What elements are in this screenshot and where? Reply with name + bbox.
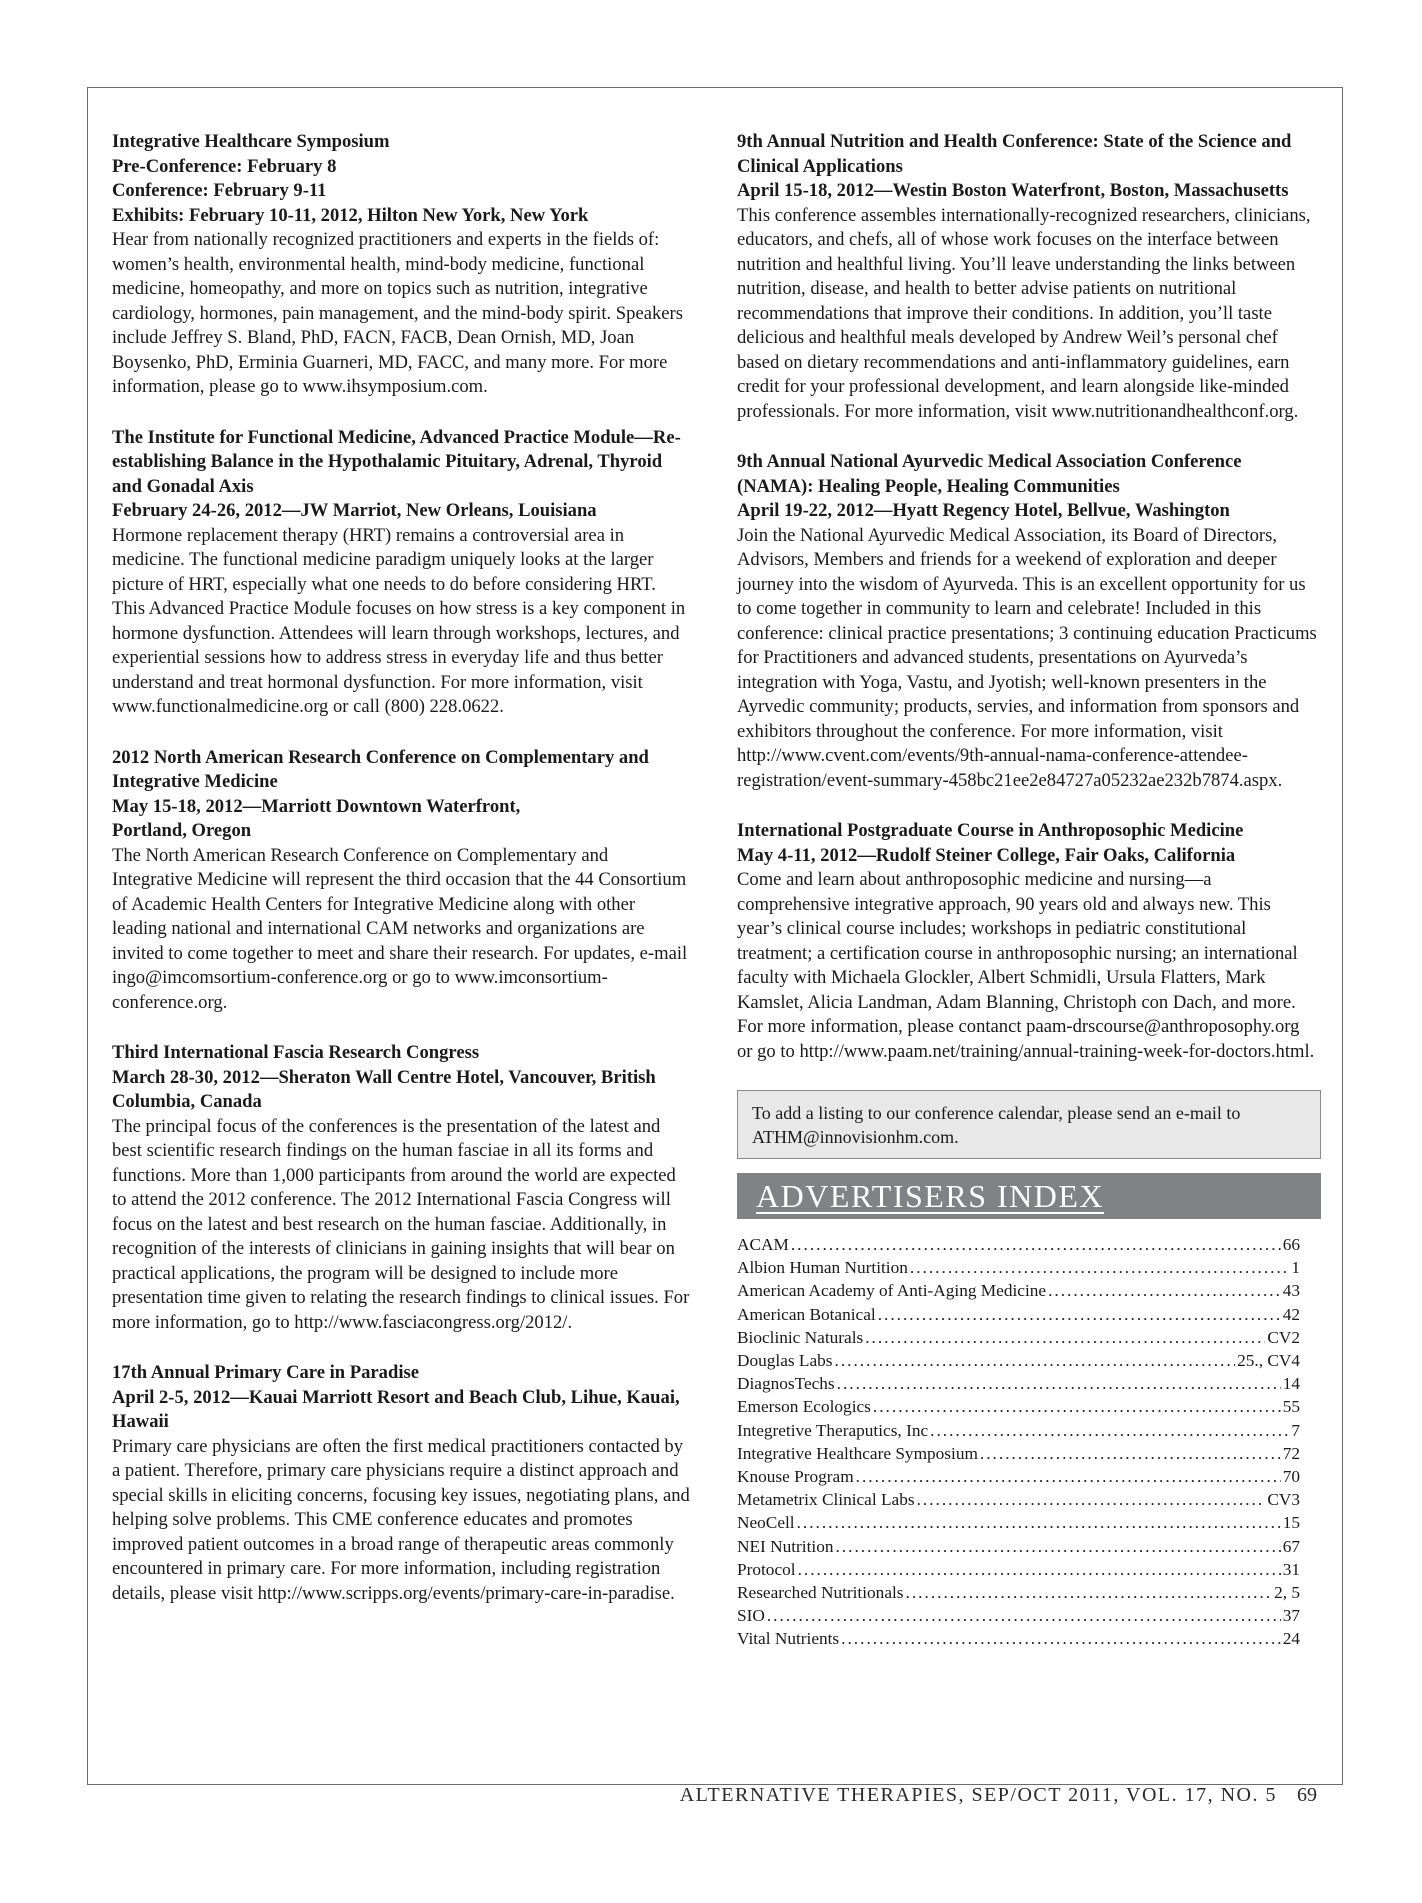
advertiser-page: 2, 5 xyxy=(1274,1583,1300,1603)
event-entry xyxy=(112,130,692,400)
dot-leader xyxy=(835,1535,1280,1558)
advertiser-row xyxy=(737,1465,1300,1488)
advertiser-name: Researched Nutritionals xyxy=(737,1583,904,1603)
advertiser-page: 42 xyxy=(1282,1304,1300,1324)
event-description: This conference assembles internationally-recognized researchers, clinicians, educators, and chefs, all of whose work focuses on the interface between nutrition and healthful living. You’ll leave understanding the links between nutrition, disease, and health to better advise patients on nutritional recommendations that improve their conditions. In addition, you’ll taste delicious and healthful meals developed by Andrew Weil’s personal chef based on dietary recommendations and anti-inflammatory guidelines, earn credit for your professional development, and learn alongside like-minded professionals. For more information, visit www.nutritionandhealthconf.org. xyxy=(737,204,1311,422)
dot-leader xyxy=(798,1558,1281,1581)
right-column xyxy=(737,130,1317,1651)
event-description: Join the National Ayurvedic Medical Association, its Board of Directors, Advisors, Members and friends for a weekend of exploration and deeper journey into the wisdom of Ayurveda. This is an excellent opportunity for us to come together in community to learn and celebrate! Included in this conference: clinical practice presentations; 3 continuing education Practicums for Practitioners and advanced students, presentations on Ayurveda’s integration with Yoga, Vastu, and Jyotish; well-known presenters in the Ayrvedic community; products, servies, and information from sponsors and exhibitors throughout the conference. For more information, visit http://www.cvent.com/events/9th-annual-nama-conference-attendee-registration/event-summary-458bc21ee2e84727a05232ae232b7874.aspx. xyxy=(737,524,1317,791)
dot-leader xyxy=(837,1372,1281,1395)
advertiser-row xyxy=(737,1279,1300,1302)
advertiser-row xyxy=(737,1535,1300,1558)
advertiser-row xyxy=(737,1256,1300,1279)
advertiser-name: SIO xyxy=(737,1606,765,1626)
advertiser-name: Protocol xyxy=(737,1559,796,1579)
advertiser-name: DiagnosTechs xyxy=(737,1374,835,1394)
advertiser-row xyxy=(737,1326,1300,1349)
event-title: 2012 North American Research Conference on Complementary and Integrative Medicine May 15-18, 2012—Marriott Downtown Waterfront, Portland, Oregon xyxy=(112,746,649,841)
advertiser-row xyxy=(737,1419,1300,1442)
dot-leader xyxy=(917,1488,1266,1511)
event-entry xyxy=(737,450,1317,793)
event-entry xyxy=(112,1361,692,1606)
dot-leader xyxy=(856,1465,1281,1488)
advertiser-row xyxy=(737,1303,1300,1326)
advertiser-row xyxy=(737,1488,1300,1511)
event-description: Hormone replacement therapy (HRT) remains a controversial area in medicine. The functional medicine paradigm uniquely looks at the larger picture of HRT, especially what one needs to do before considering HRT. This Advanced Practice Module focuses on how stress is a key component in hormone dysfunction. Attendees will learn through workshops, lectures, and experiential sessions how to address stress in everyday life and thus better understand and treat hormonal dysfunction. For more information, visit www.functionalmedicine.org or call (800) 228.0622. xyxy=(112,524,686,717)
advertiser-page: 24 xyxy=(1282,1629,1300,1649)
advertiser-row xyxy=(737,1604,1300,1627)
event-title: 9th Annual National Ayurvedic Medical Association Conference (NAMA): Healing People, Healing Communities April 19-22, 2012—Hyatt Regency Hotel, Bellvue, Washington xyxy=(737,451,1242,521)
event-title: Third International Fascia Research Congress March 28-30, 2012—Sheraton Wall Centre Hotel, Vancouver, British Columbia, Canada xyxy=(112,1042,656,1112)
dot-leader xyxy=(797,1511,1281,1534)
page-footer xyxy=(680,1784,1317,1807)
advertiser-row xyxy=(737,1395,1300,1418)
event-entry xyxy=(112,746,692,1016)
event-description: Primary care physicians are often the first medical practitioners contacted by a patient. Therefore, primary care physicians require a distinct approach and special skills in eliciting concerns, focusing key issues, negotiating plans, and helping solve problems. This CME conference educates and promotes improved patient outcomes in a broad range of therapeutic areas commonly encountered in primary care. For more information, including registration details, please visit http://www.scripps.org/events/primary-care-in-paradise. xyxy=(112,1435,690,1604)
advertiser-name: Emerson Ecologics xyxy=(737,1397,871,1417)
advertiser-name: Douglas Labs xyxy=(737,1351,833,1371)
advertiser-page: 70 xyxy=(1282,1467,1300,1487)
advertiser-page: 67 xyxy=(1282,1536,1300,1556)
advertiser-name: Integretive Theraputics, Inc xyxy=(737,1420,929,1440)
advertiser-name: Integrative Healthcare Symposium xyxy=(737,1443,978,1463)
dot-leader xyxy=(865,1326,1265,1349)
dot-leader xyxy=(1048,1279,1281,1302)
dot-leader xyxy=(791,1233,1281,1256)
advertiser-name: Knouse Program xyxy=(737,1467,854,1487)
event-description: Hear from nationally recognized practitioners and experts in the fields of: women’s health, environmental health, mind-body medicine, functional medicine, homeopathy, and more on topics such as nutrition, integrative cardiology, hormones, pain management, and the mind-body spirit. Speakers include Jeffrey S. Bland, PhD, FACN, FACB, Dean Ornish, MD, Joan Boysenko, PhD, Erminia Guarneri, MD, FACC, and many more. For more information, please go to www.ihsymposium.com. xyxy=(112,229,683,397)
event-entry xyxy=(112,426,692,720)
event-title: 17th Annual Primary Care in Paradise April 2-5, 2012—Kauai Marriott Resort and Beach Club, Lihue, Kauai, Hawaii xyxy=(112,1362,680,1432)
dot-leader xyxy=(878,1303,1281,1326)
event-description: The principal focus of the conferences is the presentation of the latest and best scientific research findings on the human fasciae in all its forms and functions. More than 1,000 participants from around the world are expected to attend the 2012 conference. The 2012 International Fascia Congress will focus on the latest and best research on the human fasciae. Additionally, in recognition of the interests of clinicians in gaining insights that will bear on practical applications, the program will be designed to include more presentation time given to relating the research findings to clinical issues. For more information, go to http://www.fasciacongress.org/2012/. xyxy=(112,1115,690,1333)
advertiser-page: 7 xyxy=(1291,1420,1300,1440)
event-entry xyxy=(737,130,1317,424)
advertiser-page: CV3 xyxy=(1267,1490,1300,1510)
dot-leader xyxy=(835,1349,1236,1372)
advertiser-page: 31 xyxy=(1282,1559,1300,1579)
dot-leader xyxy=(906,1581,1273,1604)
advertiser-row xyxy=(737,1442,1300,1465)
page-number: 69 xyxy=(1297,1784,1317,1806)
dot-leader xyxy=(841,1627,1281,1650)
advertiser-page: 55 xyxy=(1282,1397,1300,1417)
advertiser-name: NeoCell xyxy=(737,1513,795,1533)
advertiser-name: Vital Nutrients xyxy=(737,1629,840,1649)
dot-leader xyxy=(873,1395,1281,1418)
advertiser-row xyxy=(737,1581,1300,1604)
left-column xyxy=(112,130,692,1632)
advertiser-page: 14 xyxy=(1282,1374,1300,1394)
advertiser-name: American Botanical xyxy=(737,1304,876,1324)
advertiser-name: Albion Human Nurtition xyxy=(737,1258,908,1278)
dot-leader xyxy=(930,1419,1289,1442)
advertiser-row xyxy=(737,1558,1300,1581)
advertiser-page: 1 xyxy=(1291,1258,1300,1278)
advertiser-row xyxy=(737,1627,1300,1650)
dot-leader xyxy=(910,1256,1289,1279)
event-title: International Postgraduate Course in Anthroposophic Medicine May 4-11, 2012—Rudolf Steiner College, Fair Oaks, California xyxy=(737,820,1244,866)
advertisers-index-title: ADVERTISERS INDEX xyxy=(756,1178,1105,1214)
advertisers-index-heading xyxy=(737,1173,1321,1219)
advertiser-page: 66 xyxy=(1282,1235,1300,1254)
event-description: The North American Research Conference on Complementary and Integrative Medicine will represent the third occasion that the 44 Consortium of Academic Health Centers for Integrative Medicine along with other leading national and international CAM networks and organizations are invited to come together to meet and share their research. For updates, e-mail ingo@imcomsortium-conference.org or go to www.imconsortium-conference.org. xyxy=(112,844,688,1013)
dot-leader xyxy=(767,1604,1281,1627)
advertiser-page: 25., CV4 xyxy=(1237,1351,1300,1371)
listing-notice-box: To add a listing to our conference calendar, please send an e-mail to ATHM@innovisionhm.com. xyxy=(737,1090,1321,1159)
advertisers-index-list xyxy=(737,1233,1300,1651)
advertiser-row xyxy=(737,1372,1300,1395)
event-title: 9th Annual Nutrition and Health Conference: State of the Science and Clinical Applications April 15-18, 2012—Westin Boston Waterfront, Boston, Massachusetts xyxy=(737,131,1292,201)
advertiser-page: CV2 xyxy=(1267,1327,1300,1347)
event-entry xyxy=(737,819,1317,1064)
advertiser-row xyxy=(737,1349,1300,1372)
event-entry xyxy=(112,1041,692,1335)
event-title: The Institute for Functional Medicine, Advanced Practice Module—Re-establishing Balance in the Hypothalamic Pituitary, Adrenal, Thyroid and Gonadal Axis February 24-26, 2012—JW Marriot, New Orleans, Louisiana xyxy=(112,426,681,521)
advertiser-name: American Academy of Anti-Aging Medicine xyxy=(737,1281,1047,1301)
advertiser-name: Bioclinic Naturals xyxy=(737,1327,864,1347)
event-title: Integrative Healthcare Symposium Pre-Conference: February 8 Conference: February 9-11 Exhibits: February 10-11, 2012, Hilton New York, New York xyxy=(112,131,589,226)
dot-leader xyxy=(980,1442,1281,1465)
advertiser-page: 37 xyxy=(1282,1606,1300,1626)
advertiser-page: 15 xyxy=(1282,1513,1300,1533)
journal-citation: ALTERNATIVE THERAPIES, SEP/OCT 2011, VOL. 17, NO. 5 xyxy=(679,1784,1277,1806)
advertiser-row xyxy=(737,1233,1300,1256)
advertiser-row xyxy=(737,1511,1300,1534)
advertiser-page: 43 xyxy=(1282,1281,1300,1301)
advertiser-page: 72 xyxy=(1282,1443,1300,1463)
advertiser-name: Metametrix Clinical Labs xyxy=(737,1490,915,1510)
advertiser-name: NEI Nutrition xyxy=(737,1536,834,1556)
advertiser-name: ACAM xyxy=(737,1235,789,1254)
event-description: Come and learn about anthroposophic medicine and nursing—a comprehensive integrative approach, 90 years old and always new. This year’s clinical course includes; workshops in pediatric constitutional treatment; a certification course in anthroposophic nursing; an international faculty with Michaela Glockler, Albert Schmidli, Ursula Flatters, Mark Kamslet, Alicia Landman, Adam Blanning, Christoph con Dach, and more. For more information, please contanct paam-drscourse@anthroposophy.org or go to http://www.paam.net/training/annual-training-week-for-doctors.html. xyxy=(737,869,1315,1062)
